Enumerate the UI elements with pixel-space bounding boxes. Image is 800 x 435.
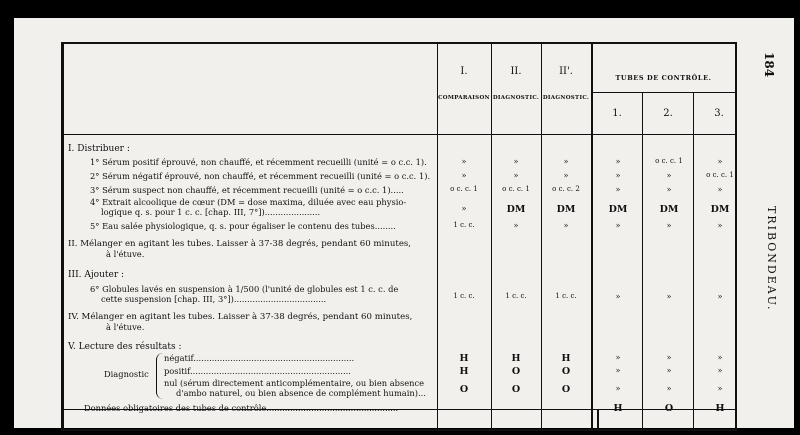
cell-r2-col6: » xyxy=(717,157,723,166)
step-melanger-2: IV. Mélanger en agitant les tubes. Laisser à 37-38 degrés, pendant 60 minutes, xyxy=(68,312,413,322)
row-serum-negatif: 2° Sérum négatif éprouvé, non chauffé, et récemment recueilli (unité = o c.c. 1). xyxy=(90,171,431,181)
cell-pos-col6: » xyxy=(717,366,723,375)
row-globules-line2: cette suspension [chap. III, 3°])................................... xyxy=(101,294,327,304)
cell-r2-col2: » xyxy=(513,157,519,166)
cell-neg-col6: » xyxy=(717,353,723,362)
cell-neg-col5: » xyxy=(666,353,672,362)
row-globules-line1: 6° Globules lavés en suspension à 1/500 (l'unité de globules est 1 c. c. de xyxy=(90,284,399,294)
cell-neg-col3: H xyxy=(561,353,571,364)
cell-r3-col3: » xyxy=(563,171,569,180)
cell-r2-col5: o c. c. 1 xyxy=(655,157,683,165)
cell-r3-col1: » xyxy=(461,171,467,180)
cell-nul-col6: » xyxy=(717,384,723,393)
cell-r4-col5: » xyxy=(666,185,672,194)
diagnostic-label: Diagnostic xyxy=(104,369,149,379)
diagnostic-brace xyxy=(156,353,163,399)
cell-donnees-tube3: H xyxy=(715,403,725,414)
running-head: TRIBONDEAU. xyxy=(765,206,778,312)
tubes-rule xyxy=(591,92,735,93)
cell-r9-col6: » xyxy=(717,292,723,301)
cell-r3-col5: » xyxy=(666,171,672,180)
step-distribuer: I. Distribuer : xyxy=(68,144,130,154)
cell-neg-col1: H xyxy=(459,353,469,364)
cell-pos-col3: O xyxy=(561,366,571,377)
header-diagnostic-prime: II'. DIAGNOSTIC. xyxy=(542,66,590,101)
cell-r4-col2: o c. c. 1 xyxy=(502,185,530,193)
cell-r9-col5: » xyxy=(666,292,672,301)
cell-neg-col4: » xyxy=(615,353,621,362)
cell-r3-col4: » xyxy=(615,171,621,180)
row-eau-salee: 5° Eau salée physiologique, q. s. pour égaliser le contenu des tubes........ xyxy=(90,221,396,231)
cell-r3-col2: » xyxy=(513,171,519,180)
step-melanger-2-cont: à l'étuve. xyxy=(106,322,145,332)
step-ajouter: III. Ajouter : xyxy=(68,270,125,280)
cell-r6-col5: » xyxy=(666,221,672,230)
cell-r5-col4: DM xyxy=(608,204,628,215)
protocol-table xyxy=(61,42,737,431)
row-nul-line1: nul (sérum directement anticomplémentaire, ou bien absence xyxy=(164,378,425,388)
header-tube-2: 2. xyxy=(663,108,673,119)
step-melanger-1: II. Mélanger en agitant les tubes. Laisser à 37-38 degrés, pendant 60 minutes, xyxy=(68,239,412,249)
cell-r6-col6: » xyxy=(717,221,723,230)
cell-r6-col4: » xyxy=(615,221,621,230)
page-number: 184 xyxy=(762,52,776,78)
step-melanger-1-cont: à l'étuve. xyxy=(106,249,145,259)
cell-pos-col2: O xyxy=(511,366,521,377)
row-extrait-line2: logique q. s. pour 1 c. c. [chap. III, 7°])..................... xyxy=(101,207,321,217)
cell-nul-col1: O xyxy=(459,384,469,395)
cell-r5-col6: DM xyxy=(710,204,730,215)
book-page xyxy=(14,18,794,428)
header-tubes-controle: TUBES DE CONTRÔLE. xyxy=(615,74,712,82)
cell-r6-col1: 1 c. c. xyxy=(453,221,475,229)
cell-donnees-tube1: H xyxy=(613,403,623,414)
cell-r6-col2: » xyxy=(513,221,519,230)
col-sep-1 xyxy=(437,44,438,429)
cell-r5-col1: » xyxy=(461,204,467,213)
row-serum-positif: 1° Sérum positif éprouvé, non chauffé, et récemment recueilli (unité = o c.c. 1). xyxy=(90,157,427,167)
cell-r4-col1: o c. c. 1 xyxy=(450,185,478,193)
row-donnees-obligatoires: Données obligatoires des tubes de contrôle.................................................. xyxy=(84,403,399,413)
cell-neg-col2: H xyxy=(511,353,521,364)
cell-donnees-tube2: O xyxy=(664,403,674,414)
cell-nul-col5: » xyxy=(666,384,672,393)
row-nul-line2: d'ambo naturel, ou bien absence de complément humain)... xyxy=(176,388,426,398)
cell-pos-col4: » xyxy=(615,366,621,375)
cell-r9-col4: » xyxy=(615,292,621,301)
cell-r3-col6: o c. c. 1 xyxy=(706,171,734,179)
row-extrait-line1: 4° Extrait alcoolique de cœur (DM = dose maxima, diluée avec eau physio- xyxy=(90,197,407,207)
header-comparaison: I. COMPARAISON xyxy=(438,66,490,101)
row-positif: positif............................................................. xyxy=(164,366,351,376)
col-sep-5 xyxy=(642,92,643,429)
cell-r9-col2: 1 c. c. xyxy=(505,292,527,300)
cell-nul-col4: » xyxy=(615,384,621,393)
cell-r5-col3: DM xyxy=(556,204,576,215)
header-tube-3: 3. xyxy=(714,108,724,119)
cell-r2-col3: » xyxy=(563,157,569,166)
cell-r2-col1: » xyxy=(461,157,467,166)
cell-r4-col6: » xyxy=(717,185,723,194)
cell-r9-col1: 1 c. c. xyxy=(453,292,475,300)
header-rule xyxy=(64,134,735,135)
cell-r2-col4: » xyxy=(615,157,621,166)
row-negatif: négatif............................................................. xyxy=(164,353,355,363)
cell-r6-col3: » xyxy=(563,221,569,230)
cell-pos-col1: H xyxy=(459,366,469,377)
cell-r5-col5: DM xyxy=(659,204,679,215)
step-lecture: V. Lecture des résultats : xyxy=(68,342,182,352)
cell-nul-col2: O xyxy=(511,384,521,395)
col-sep-6 xyxy=(693,92,694,429)
cell-r4-col3: o c. c. 2 xyxy=(552,185,580,193)
cell-nul-col3: O xyxy=(561,384,571,395)
cell-r4-col4: » xyxy=(615,185,621,194)
cell-r9-col3: 1 c. c. xyxy=(555,292,577,300)
header-diagnostic: II. DIAGNOSTIC. xyxy=(492,66,540,101)
header-tube-1: 1. xyxy=(612,108,622,119)
cell-r5-col2: DM xyxy=(506,204,526,215)
row-serum-suspect: 3° Sérum suspect non chauffé, et récemment recueilli (unité = o c.c. 1)..... xyxy=(90,185,404,195)
cell-pos-col5: » xyxy=(666,366,672,375)
